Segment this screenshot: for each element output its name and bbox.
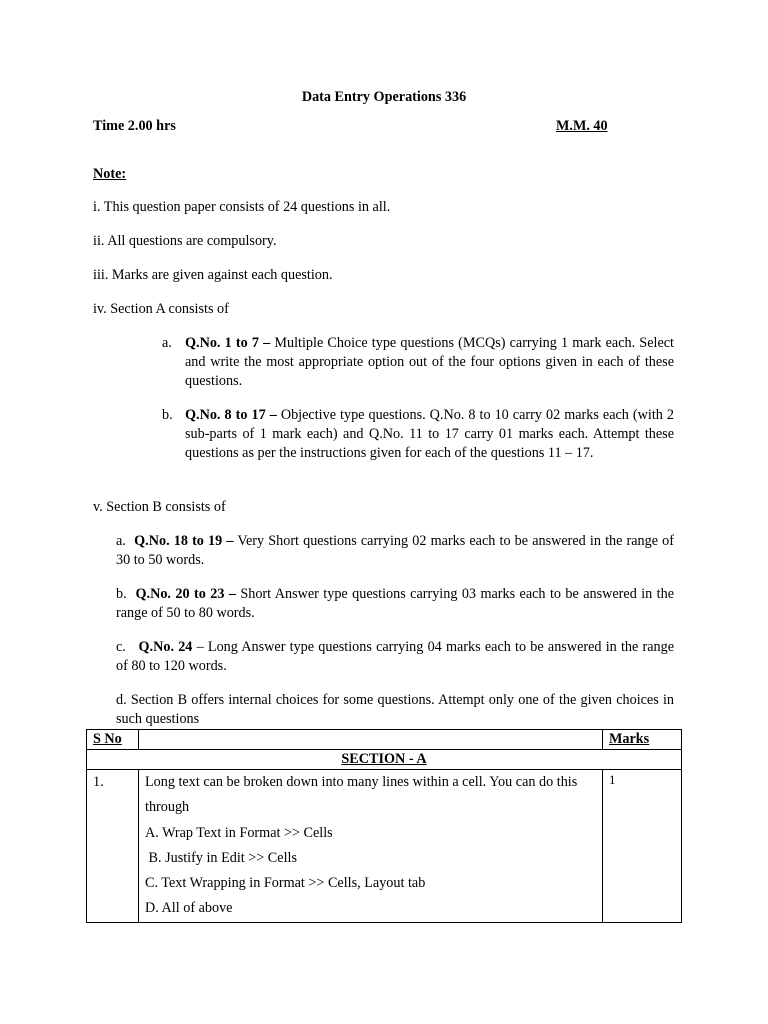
section-a-item-b-label: b. [162, 407, 173, 423]
section-b-item-b [116, 585, 674, 623]
question-table [86, 729, 682, 923]
section-b-item-b-label: b. [116, 586, 127, 602]
paper-title: Data Entry Operations 336 [301, 89, 467, 105]
option-d: D. All of above [145, 900, 233, 917]
section-a-item-b [185, 406, 674, 463]
section-a-item-b-bold: Q.No. 8 to 17 – [185, 407, 277, 423]
section-a-item-a [185, 334, 674, 391]
section-b-item-a-text: Very Short questions carrying 02 marks each to be answered in the range of 30 to 50 words. [116, 533, 674, 568]
note-item-i: i. This question paper consists of 24 questions in all. [93, 199, 391, 215]
section-b-item-c-label: c. [116, 639, 126, 655]
col-header-marks: Marks [603, 730, 682, 750]
section-b-item-b-text: Short Answer type questions carrying 03 marks each to be answered in the range of 50 to 80 words. [116, 586, 674, 621]
section-b-item-c [116, 638, 674, 676]
option-a: A. Wrap Text in Format >> Cells [145, 824, 333, 841]
maximum-marks: M.M. 40 [556, 118, 608, 134]
col-header-sno: S No [87, 730, 139, 750]
note-item-iv: iv. Section A consists of [93, 301, 229, 317]
table-header-row [87, 730, 682, 750]
time-allowed: Time 2.00 hrs [93, 118, 176, 134]
section-b-item-d-text: Section B offers internal choices for some questions. Attempt only one of the given choices in such questions [116, 692, 674, 727]
section-row [87, 750, 682, 770]
option-b: B. Justify in Edit >> Cells [145, 849, 297, 866]
note-item-ii: ii. All questions are compulsory. [93, 233, 277, 249]
section-a-item-a-text: Multiple Choice type questions (MCQs) carrying 1 mark each. Select and write the most appropriate option out of the four options given in each of these questions. [185, 335, 674, 389]
section-b-item-d-label: d. [116, 692, 127, 708]
section-a-item-b-text: Objective type questions. Q.No. 8 to 10 carry 02 marks each (with 2 sub-parts of 1 mark each) and Q.No. 11 to 17 carry 01 marks each. Attempt these questions as per the instructions given for each of the questions 11 – 17. [185, 407, 674, 461]
section-a-item-a-label: a. [162, 335, 172, 351]
question-text: Long text can be broken down into many lines within a cell. You can do this through [145, 774, 578, 816]
section-b-item-d [116, 691, 674, 729]
question-number: 1. [87, 770, 139, 923]
section-b-item-c-text: – Long Answer type questions carrying 04 marks each to be answered in the range of 80 to 120 words. [116, 639, 675, 674]
question-cell [139, 770, 603, 923]
section-b-item-a-bold: Q.No. 18 to 19 – [134, 533, 234, 549]
note-item-v: v. Section B consists of [93, 499, 226, 515]
table-row [87, 770, 682, 923]
note-item-iii: iii. Marks are given against each question. [93, 267, 333, 283]
section-a-item-a-bold: Q.No. 1 to 7 – [185, 335, 271, 351]
section-b-item-a-label: a. [116, 533, 126, 549]
section-b-item-b-bold: Q.No. 20 to 23 – [135, 586, 236, 602]
col-header-question [139, 730, 603, 750]
section-b-item-a [116, 532, 674, 570]
question-marks: 1 [603, 770, 682, 923]
option-c: C. Text Wrapping in Format >> Cells, Layout tab [145, 875, 426, 892]
section-b-item-c-bold: Q.No. 24 [138, 639, 193, 655]
note-heading: Note: [93, 166, 127, 182]
section-a-heading: SECTION - A [87, 750, 682, 770]
